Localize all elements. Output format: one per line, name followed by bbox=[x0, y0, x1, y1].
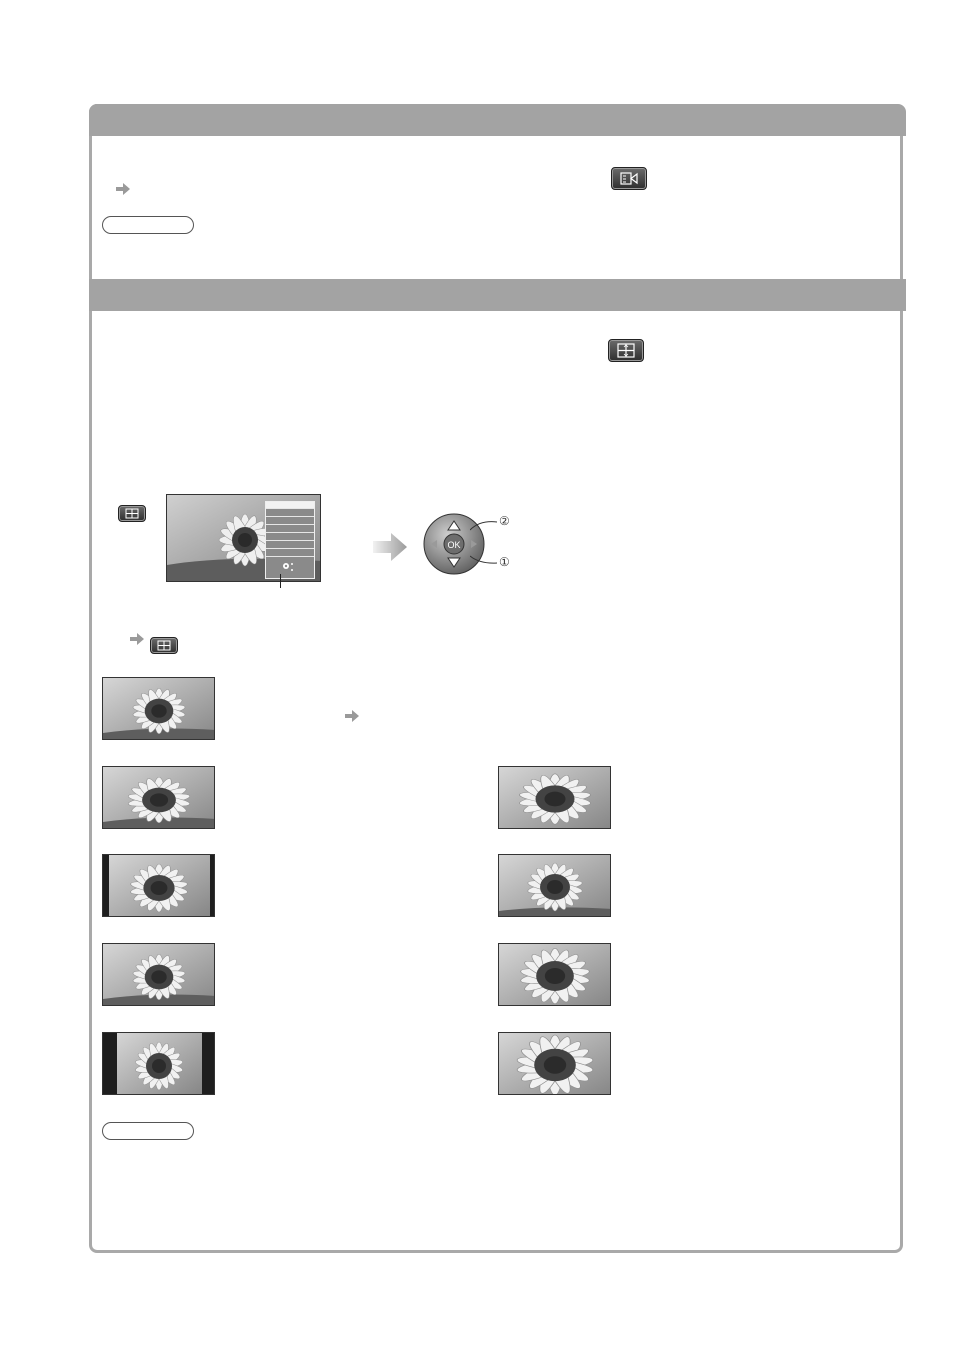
setup-gear-icon bbox=[281, 561, 295, 573]
menu-row bbox=[266, 502, 314, 509]
callout-line bbox=[280, 574, 281, 588]
aspect-menu-panel bbox=[265, 501, 315, 579]
aspect-button-small-icon bbox=[150, 637, 178, 654]
ref-arrow-icon bbox=[345, 710, 359, 722]
aspect-thumbnail bbox=[498, 766, 611, 829]
aspect-thumbnail bbox=[498, 854, 611, 917]
section-header-band-2 bbox=[89, 279, 906, 311]
menu-row bbox=[266, 541, 314, 549]
ref-arrow-icon bbox=[130, 633, 144, 645]
menu-row bbox=[266, 517, 314, 525]
aspect-thumbnail bbox=[102, 677, 215, 740]
aspect-thumbnail bbox=[102, 854, 215, 917]
aspect-thumbnail bbox=[102, 766, 215, 829]
callout-lines bbox=[470, 516, 500, 568]
note-badge bbox=[102, 1122, 194, 1140]
ok-label: OK bbox=[447, 540, 461, 550]
step-marker-1: ① bbox=[499, 555, 510, 569]
aspect-thumbnail bbox=[102, 1032, 215, 1095]
aspect-thumbnail bbox=[498, 943, 611, 1006]
aspect-thumbnail bbox=[498, 1032, 611, 1095]
note-badge bbox=[102, 216, 194, 234]
aspect-thumbnail bbox=[102, 943, 215, 1006]
aspect-button-small-icon bbox=[118, 505, 146, 522]
input-source-button-icon bbox=[611, 167, 647, 190]
menu-row bbox=[266, 525, 314, 533]
menu-row bbox=[266, 533, 314, 541]
step-marker-2: ② bbox=[499, 514, 510, 528]
menu-row bbox=[266, 549, 314, 557]
section-header-band-1 bbox=[89, 104, 906, 136]
aspect-button-icon bbox=[608, 339, 644, 362]
menu-row bbox=[266, 509, 314, 517]
big-arrow-icon bbox=[373, 533, 407, 561]
ref-arrow-icon bbox=[116, 183, 130, 195]
